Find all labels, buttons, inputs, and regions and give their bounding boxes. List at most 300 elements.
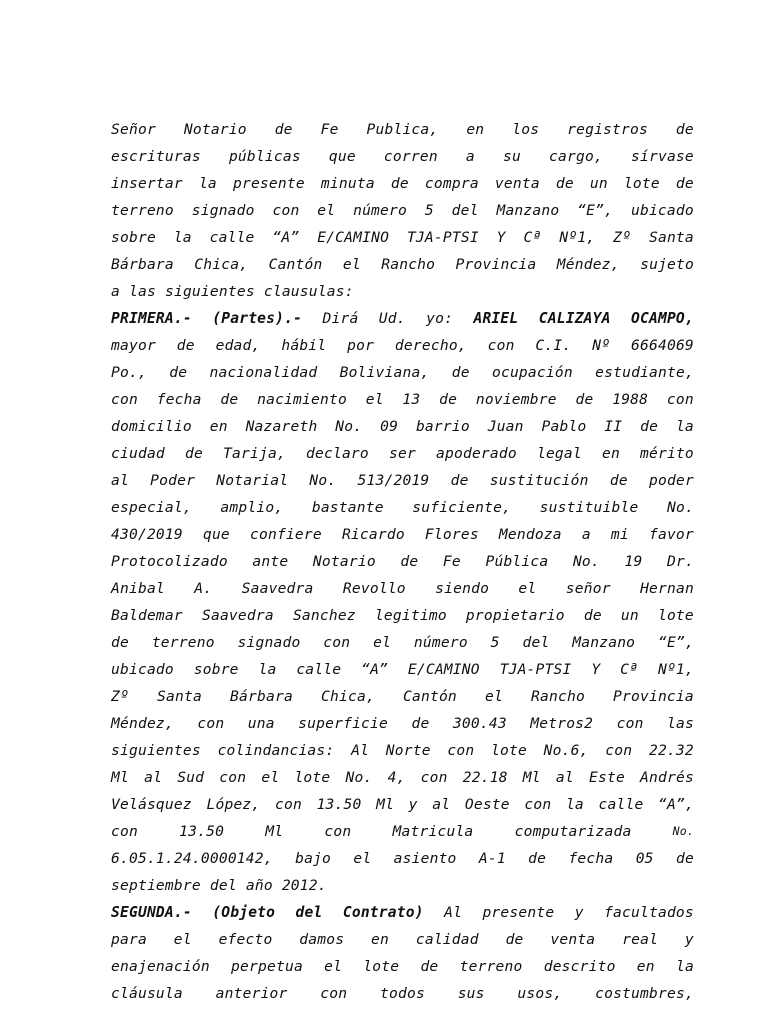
word: presente <box>482 904 555 921</box>
word: Hernan <box>640 580 694 597</box>
word: derecho, <box>394 337 467 354</box>
word: legal <box>536 445 582 462</box>
word: Contrato) <box>342 904 424 921</box>
word: septiembre <box>111 877 201 894</box>
word: al <box>555 769 574 786</box>
text-line <box>111 764 694 791</box>
word: Boliviana, <box>339 364 430 381</box>
word: Saavedra <box>201 607 274 624</box>
word: Ml <box>265 823 284 840</box>
word: en <box>209 418 228 435</box>
word: siguientes <box>111 742 201 759</box>
word: 4, <box>387 769 406 786</box>
text-line <box>111 305 694 332</box>
word: sírvase <box>631 148 694 165</box>
word: Manzano <box>496 202 560 219</box>
text-line <box>111 602 694 629</box>
word: Rancho <box>381 256 436 273</box>
word: Poder <box>150 472 196 489</box>
word: con <box>487 337 515 354</box>
word: 6.05.1.24.0000142, <box>111 850 273 867</box>
word: 6664069 <box>631 337 694 354</box>
word: (Objeto <box>212 904 276 921</box>
word: 430/2019 <box>111 526 183 543</box>
word: Sud <box>177 769 205 786</box>
word: Cantón <box>268 256 323 273</box>
word: de <box>400 553 419 570</box>
word: 13.50 <box>316 796 362 813</box>
text-line <box>111 467 694 494</box>
word: “E”, <box>577 202 614 219</box>
word: 09 <box>380 418 399 435</box>
word: calle <box>209 229 255 246</box>
word: que <box>328 148 356 165</box>
word: Nº <box>592 337 611 354</box>
word: Ud. <box>378 310 406 327</box>
word: 1988 <box>612 391 649 408</box>
word: con <box>324 823 352 840</box>
word: amplio, <box>220 499 284 516</box>
word: PRIMERA.- <box>111 310 192 327</box>
word: de <box>169 364 188 381</box>
word: lote <box>657 607 694 624</box>
word: “A”, <box>658 796 694 813</box>
word: Velásquez <box>111 796 192 813</box>
word: propietario <box>465 607 565 624</box>
word: legitimo <box>374 607 447 624</box>
word: 22.32 <box>648 742 694 759</box>
word: 513/2019 <box>357 472 430 489</box>
word: la <box>565 796 584 813</box>
word: y <box>408 796 418 813</box>
word: especial, <box>111 499 192 516</box>
word: lote <box>491 742 527 759</box>
word: hábil <box>281 337 327 354</box>
word: a <box>111 283 120 300</box>
word: 19 <box>624 553 643 570</box>
word: de <box>176 337 195 354</box>
word: el <box>317 202 336 219</box>
word: TJA-PTSI <box>406 229 479 246</box>
word: Juan <box>487 418 524 435</box>
word: para <box>111 931 147 948</box>
word: “A” <box>272 229 300 246</box>
word: con <box>666 391 694 408</box>
word: de <box>675 175 694 192</box>
word: yo: <box>426 310 454 327</box>
word: (Partes).- <box>212 310 303 327</box>
word: Méndez, <box>556 256 620 273</box>
word: Santa <box>648 229 694 246</box>
word: compra <box>424 175 479 192</box>
word: Provincia <box>455 256 537 273</box>
word: Flores <box>424 526 479 543</box>
text-line <box>111 197 694 224</box>
word: terreno <box>459 958 523 975</box>
word: con <box>219 769 247 786</box>
word: No. <box>345 769 373 786</box>
word: del <box>522 634 550 651</box>
word: mayor <box>111 337 156 354</box>
word: con <box>524 796 552 813</box>
word: Al <box>351 742 370 759</box>
word: de <box>420 958 439 975</box>
document-body <box>111 116 694 1007</box>
word: barrio <box>415 418 470 435</box>
word: y <box>684 931 694 948</box>
word: de <box>390 175 409 192</box>
word: una <box>247 715 275 732</box>
word: “A” <box>361 661 389 678</box>
word: Nazareth <box>245 418 318 435</box>
text-line <box>111 440 694 467</box>
word: presente <box>232 175 305 192</box>
word: real <box>622 931 659 948</box>
word: al <box>432 796 451 813</box>
word: mérito <box>640 445 694 462</box>
word: el <box>373 634 392 651</box>
word: Fe <box>442 553 461 570</box>
word: del <box>295 904 323 921</box>
text-line <box>111 629 694 656</box>
word: No. <box>572 553 600 570</box>
word: de <box>220 391 239 408</box>
word: Dirá <box>322 310 359 327</box>
word: de <box>505 931 524 948</box>
word: Ml <box>376 796 395 813</box>
word: estudiante, <box>595 364 694 381</box>
word: de <box>675 121 694 138</box>
word: No. <box>672 824 694 838</box>
word: del <box>209 877 237 894</box>
text-line <box>111 845 694 872</box>
word: públicas <box>228 148 301 165</box>
word: Andrés <box>640 769 694 786</box>
word: sustituible <box>539 499 639 516</box>
word: los <box>512 121 540 138</box>
word: el <box>261 769 280 786</box>
word: Zº <box>613 229 632 246</box>
word: Cª <box>523 229 542 246</box>
word: un <box>620 607 639 624</box>
word: Norte <box>385 742 431 759</box>
word: suficiente, <box>412 499 512 516</box>
word: lote <box>363 958 400 975</box>
word: calle <box>598 796 644 813</box>
word: “E”, <box>658 634 694 651</box>
word: por <box>347 337 375 354</box>
word: Saavedra <box>241 580 314 597</box>
word: Bárbara <box>230 688 293 705</box>
word: colindancias: <box>217 742 335 759</box>
word: de <box>111 634 129 651</box>
word: Señor <box>111 121 156 138</box>
word: registros <box>567 121 648 138</box>
word: Matricula <box>392 823 474 840</box>
word: el <box>342 256 361 273</box>
word: el <box>518 580 537 597</box>
text-line <box>111 737 694 764</box>
word: C.I. <box>535 337 572 354</box>
word: de <box>675 850 694 867</box>
word: Nº1, <box>559 229 596 246</box>
word: Revollo <box>342 580 406 597</box>
word: con <box>275 796 302 813</box>
text-line <box>111 359 694 386</box>
word: en <box>466 121 485 138</box>
word: ser <box>388 445 416 462</box>
word: del <box>451 202 479 219</box>
text-line <box>111 143 694 170</box>
word: Zº <box>111 688 129 705</box>
word: Baldemar <box>111 607 183 624</box>
word: cargo, <box>549 148 603 165</box>
word: de <box>609 472 628 489</box>
word: corren <box>383 148 438 165</box>
word: Provincia <box>613 688 694 705</box>
word: siguientes <box>164 283 255 300</box>
word: Cª <box>620 661 639 678</box>
word: insertar <box>111 175 183 192</box>
word: computarizada <box>514 823 632 840</box>
word: Cantón <box>403 688 457 705</box>
word: con <box>111 823 138 840</box>
word: asiento <box>393 850 457 867</box>
text-line <box>111 575 694 602</box>
text-line <box>111 386 694 413</box>
word: el <box>324 958 343 975</box>
word: costumbres, <box>595 985 694 1002</box>
word: Notario <box>312 553 376 570</box>
word: E/CAMINO <box>407 661 480 678</box>
word: año <box>245 877 273 894</box>
word: Oeste <box>464 796 510 813</box>
text-line <box>111 872 694 899</box>
word: nacionalidad <box>209 364 318 381</box>
word: 300.43 <box>452 715 507 732</box>
word: Nº1, <box>657 661 694 678</box>
word: con <box>272 202 300 219</box>
word: bajo <box>295 850 332 867</box>
word: y <box>574 904 584 921</box>
word: que <box>202 526 230 543</box>
text-line <box>111 980 694 1007</box>
word: A. <box>194 580 213 597</box>
word: mi <box>610 526 629 543</box>
word: TJA-PTSI <box>499 661 572 678</box>
word: la <box>198 175 217 192</box>
word: escrituras <box>111 148 201 165</box>
word: clausulas: <box>263 283 354 300</box>
word: venta <box>494 175 540 192</box>
word: en <box>636 958 655 975</box>
word: ubicado <box>111 661 174 678</box>
word: No.6, <box>543 742 589 759</box>
word: de <box>274 121 293 138</box>
word: con <box>111 391 138 408</box>
word: signado <box>237 634 301 651</box>
word: de <box>640 418 659 435</box>
text-line <box>111 710 694 737</box>
word: en <box>601 445 620 462</box>
word: calle <box>296 661 342 678</box>
word: ARIEL <box>473 310 519 327</box>
word: un <box>589 175 608 192</box>
word: con <box>197 715 225 732</box>
word: signado <box>191 202 255 219</box>
word: Ml <box>522 769 541 786</box>
word: las <box>129 283 156 300</box>
word: Tarija, <box>223 445 286 462</box>
word: el <box>353 850 372 867</box>
text-line <box>111 548 694 575</box>
word: favor <box>648 526 694 543</box>
text-line <box>111 413 694 440</box>
word: la <box>675 418 694 435</box>
word: No. <box>309 472 337 489</box>
text-line <box>111 656 694 683</box>
word: SEGUNDA.- <box>111 904 192 921</box>
word: venta <box>550 931 596 948</box>
text-line <box>111 278 694 305</box>
word: su <box>502 148 521 165</box>
word: confiere <box>249 526 322 543</box>
word: Y <box>591 661 601 678</box>
word: de <box>450 472 469 489</box>
text-line <box>111 926 694 953</box>
word: fecha <box>568 850 614 867</box>
word: E/CAMINO <box>317 229 390 246</box>
word: Chica, <box>321 688 375 705</box>
word: 5 <box>424 202 434 219</box>
word: Pública <box>485 553 549 570</box>
word: domicilio <box>111 418 192 435</box>
word: noviembre <box>475 391 557 408</box>
word: bastante <box>311 499 384 516</box>
word: número <box>353 202 407 219</box>
word: Al <box>444 904 463 921</box>
text-line <box>111 251 694 278</box>
word: sobre <box>193 661 239 678</box>
word: al <box>144 769 163 786</box>
word: terreno <box>151 634 215 651</box>
word: superficie <box>298 715 389 732</box>
word: poder <box>649 472 694 489</box>
word: declaro <box>306 445 369 462</box>
word: de <box>583 607 602 624</box>
word: ante <box>252 553 289 570</box>
word: minuta <box>320 175 375 192</box>
word: Bárbara <box>111 256 174 273</box>
text-line <box>111 818 694 845</box>
word: la <box>258 661 277 678</box>
word: el <box>484 688 503 705</box>
word: el <box>365 391 384 408</box>
word: Méndez, <box>111 715 174 732</box>
word: No. <box>335 418 363 435</box>
text-line <box>111 683 694 710</box>
word: ubicado <box>630 202 694 219</box>
word: A-1 <box>478 850 506 867</box>
word: nacimiento <box>257 391 347 408</box>
text-line <box>111 116 694 143</box>
word: de <box>528 850 547 867</box>
word: con <box>420 769 448 786</box>
word: facultados <box>604 904 694 921</box>
word: calidad <box>415 931 479 948</box>
word: Pablo <box>541 418 587 435</box>
word: de <box>184 445 203 462</box>
word: con <box>605 742 633 759</box>
text-line <box>111 899 694 926</box>
word: de <box>575 391 594 408</box>
word: sus <box>457 985 485 1002</box>
word: con <box>320 985 348 1002</box>
word: todos <box>380 985 425 1002</box>
text-line <box>111 494 694 521</box>
word: la <box>173 229 192 246</box>
word: a <box>465 148 475 165</box>
word: Ricardo <box>341 526 405 543</box>
word: señor <box>565 580 611 597</box>
word: número <box>413 634 468 651</box>
word: fecha <box>156 391 202 408</box>
word: Publica, <box>366 121 439 138</box>
word: edad, <box>215 337 261 354</box>
word: II <box>604 418 623 435</box>
word: No. <box>666 499 694 516</box>
word: lote <box>623 175 660 192</box>
word: sujeto <box>640 256 694 273</box>
text-line <box>111 332 694 359</box>
word: Y <box>496 229 506 246</box>
word: terreno <box>111 202 174 219</box>
word: Notario <box>183 121 247 138</box>
word: con <box>447 742 475 759</box>
word: cláusula <box>111 985 183 1002</box>
word: 13.50 <box>179 823 225 840</box>
word: Po., <box>111 364 147 381</box>
word: anterior <box>215 985 288 1002</box>
word: perpetua <box>231 958 303 975</box>
word: Manzano <box>572 634 636 651</box>
word: de <box>411 715 430 732</box>
word: Notarial <box>216 472 289 489</box>
word: al <box>111 472 129 489</box>
word: lote <box>294 769 331 786</box>
word: la <box>675 958 694 975</box>
word: OCAMPO, <box>631 310 694 327</box>
word: Fe <box>320 121 339 138</box>
word: Anibal <box>111 580 165 597</box>
word: Dr. <box>667 553 694 570</box>
word: CALIZAYA <box>538 310 611 327</box>
text-line <box>111 224 694 251</box>
word: con <box>323 634 351 651</box>
word: sustitución <box>489 472 589 489</box>
word: 05 <box>635 850 654 867</box>
word: Chica, <box>194 256 249 273</box>
word: Mendoza <box>498 526 562 543</box>
word: enajenación <box>111 958 210 975</box>
word: descrito <box>543 958 616 975</box>
text-line <box>111 170 694 197</box>
word: 2012. <box>281 877 327 894</box>
word: siendo <box>435 580 490 597</box>
word: sobre <box>111 229 156 246</box>
word: Este <box>588 769 625 786</box>
text-line <box>111 521 694 548</box>
